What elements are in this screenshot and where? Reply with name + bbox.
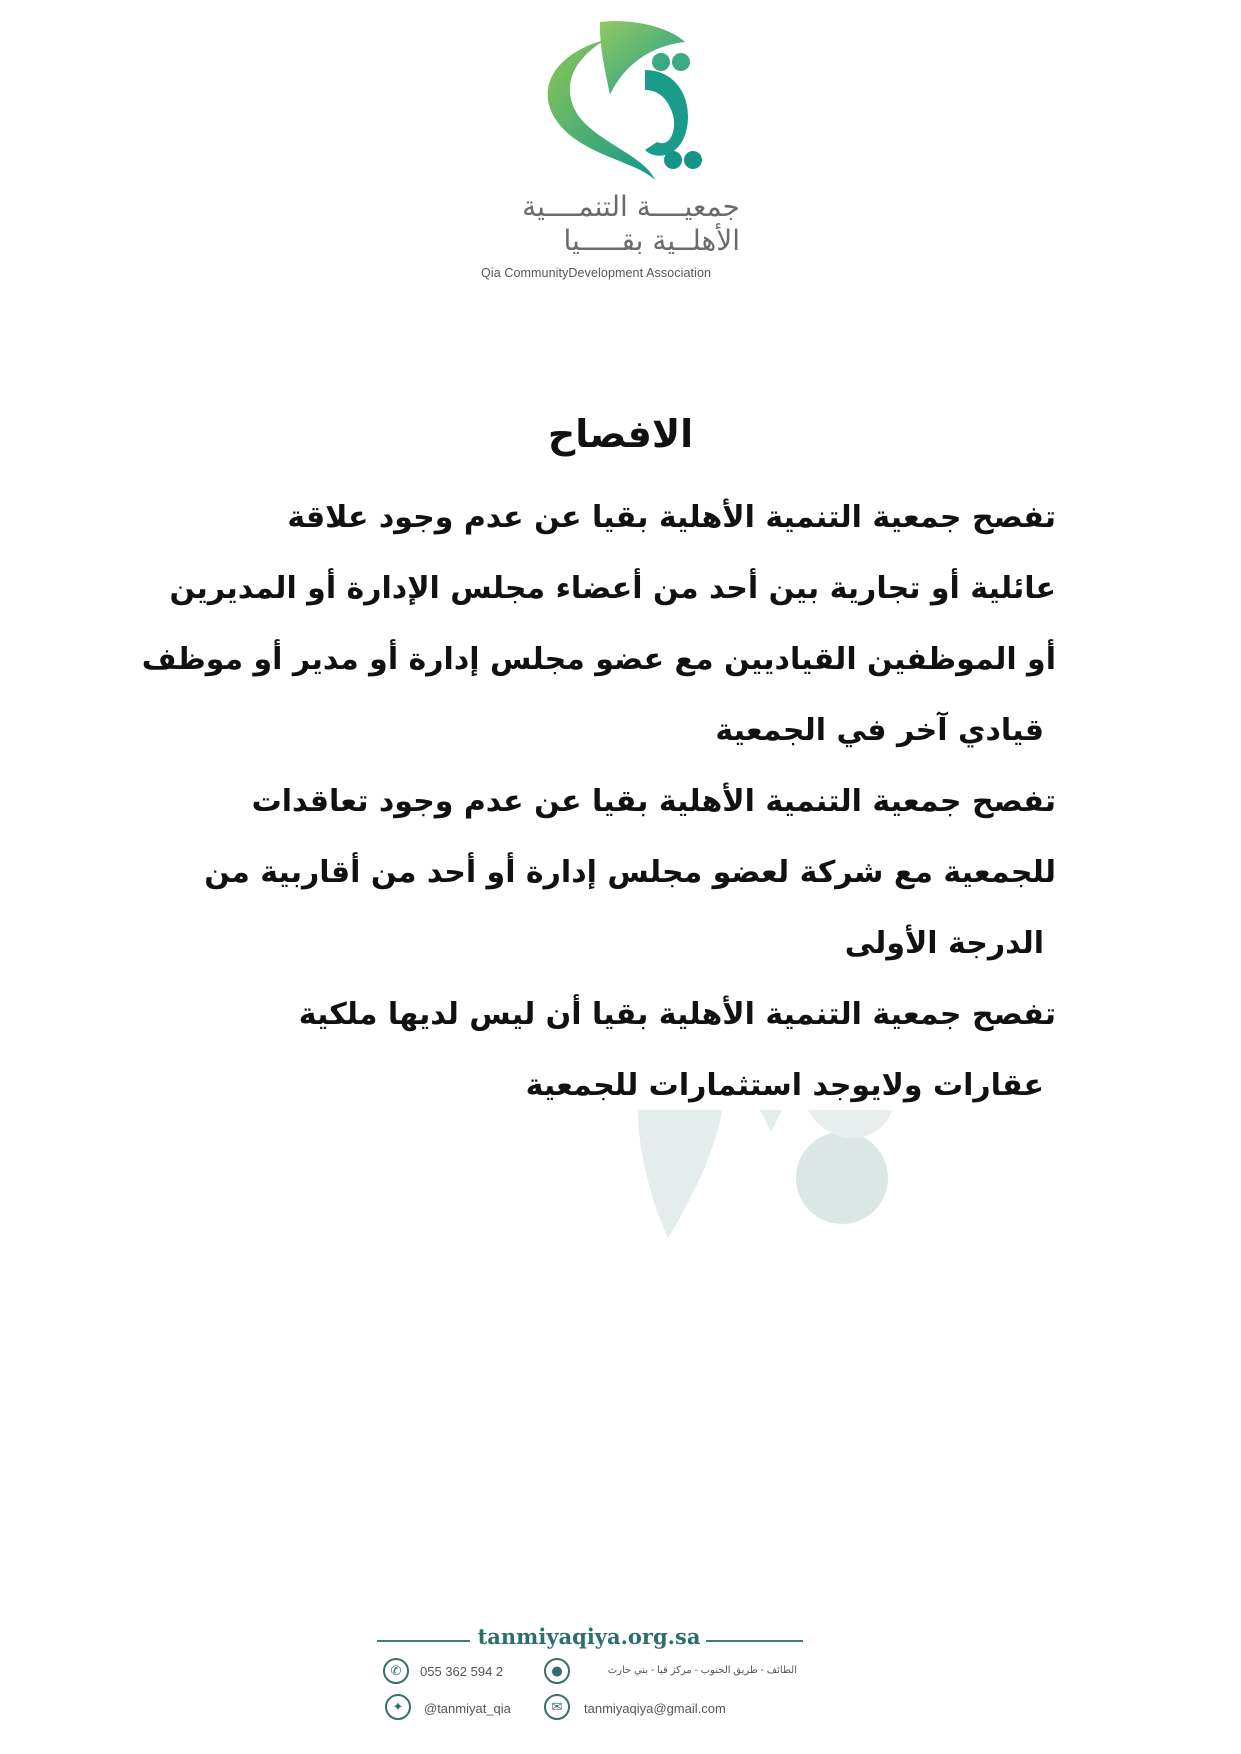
disclosure-line: قيادي آخر في الجمعية	[715, 713, 1044, 748]
disclosure-line: أو الموظفين القياديين مع عضو مجلس إدارة أو مدير أو موظف	[141, 642, 1056, 677]
disclosure-line: تفصح جمعية التنمية الأهلية بقيا عن عدم وجود علاقة	[287, 500, 1056, 535]
footer-phone[interactable]: 055 362 594 2	[420, 1664, 504, 1679]
footer-address: الطائف - طريق الجنوب - مركز قيا - بني حارث	[607, 1665, 797, 1676]
footer-divider-left	[377, 1640, 470, 1642]
twitter-icon: ✦	[385, 1694, 411, 1720]
disclosure-body	[141, 490, 1056, 1129]
logo-name-ar-line1: جمعيــــة التنمــــية	[522, 190, 740, 223]
logo-name-ar-line2: الأهلــية بقـــــيا	[563, 224, 740, 257]
location-icon: ●	[544, 1658, 570, 1684]
logo-mark	[495, 10, 735, 185]
footer-twitter[interactable]: @tanmiyat_qia	[424, 1701, 511, 1716]
document-title: الافصاح	[547, 412, 694, 456]
disclosure-line: الدرجة الأولى	[844, 926, 1044, 961]
email-icon: ✉	[544, 1694, 570, 1720]
logo-name-en: Qia CommunityDevelopment Association	[481, 266, 712, 280]
disclosure-line: للجمعية مع شركة لعضو مجلس إدارة أو أحد من أقاربية من	[204, 855, 1056, 890]
disclosure-line: تفصح جمعية التنمية الأهلية بقيا عن عدم وجود تعاقدات	[251, 784, 1056, 819]
footer-email[interactable]: tanmiyaqiya@gmail.com	[584, 1701, 726, 1716]
association-logo	[455, 10, 785, 280]
disclosure-line: عقارات ولايوجد استثمارات للجمعية	[525, 1068, 1044, 1103]
footer-divider-right	[706, 1640, 803, 1642]
disclosure-line: تفصح جمعية التنمية الأهلية بقيا أن ليس لديها ملكية	[298, 997, 1056, 1032]
footer-website-link[interactable]: tanmiyaqiya.org.sa	[477, 1624, 701, 1649]
phone-icon: ✆	[383, 1658, 409, 1684]
logo-watermark	[630, 1110, 910, 1240]
disclosure-line: عائلية أو تجارية بين أحد من أعضاء مجلس الإدارة أو المديرين	[169, 571, 1056, 606]
